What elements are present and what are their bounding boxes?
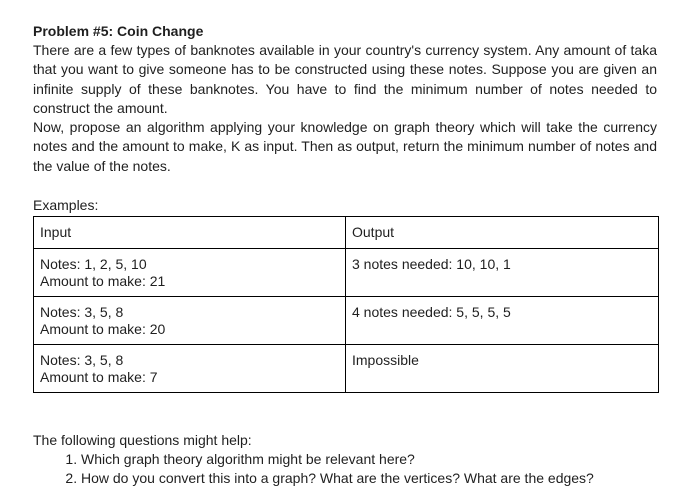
table-row xyxy=(34,297,659,345)
header-output: Output xyxy=(346,217,659,249)
list-item: 1. Which graph theory algorithm might be relevant here? xyxy=(81,450,657,469)
list-item: 2. How do you convert this into a graph? What are the vertices? What are the edges? xyxy=(81,469,657,488)
output-cell: 4 notes needed: 5, 5, 5, 5 xyxy=(346,297,659,345)
input-cell xyxy=(34,297,346,345)
table-header-row xyxy=(34,217,659,249)
output-cell: 3 notes needed: 10, 10, 1 xyxy=(346,249,659,297)
problem-paragraph-1: There are a few types of banknotes available in your country's currency system. Any amount of taka that you want to give someone has to be constructed using these notes. Suppose you are given an infinite supply of these banknotes. You have to find the minimum number of notes needed to construct the amount. xyxy=(33,42,657,116)
examples-table xyxy=(33,216,659,393)
problem-title: Problem #5: Coin Change xyxy=(33,23,204,39)
notes-text: Notes: 3, 5, 8 xyxy=(40,304,124,321)
problem-paragraph-2: Now, propose an algorithm applying your knowledge on graph theory which will take the currency notes and the amount to make, K as input. Then as output, return the minimum number of notes and the value of the notes. xyxy=(33,119,657,174)
table-row xyxy=(34,345,659,393)
input-cell xyxy=(34,249,346,297)
help-intro: The following questions might help: xyxy=(33,432,252,449)
amount-text: Amount to make: 21 xyxy=(40,273,166,290)
notes-text: Notes: 3, 5, 8 xyxy=(40,352,124,369)
amount-text: Amount to make: 20 xyxy=(40,321,166,338)
header-input: Input xyxy=(34,217,346,249)
examples-label: Examples: xyxy=(33,197,99,214)
amount-text: Amount to make: 7 xyxy=(40,369,158,386)
notes-text: Notes: 1, 2, 5, 10 xyxy=(40,256,147,273)
document-body xyxy=(33,22,657,488)
table-row xyxy=(34,249,659,297)
input-cell xyxy=(34,345,346,393)
output-cell: Impossible xyxy=(346,345,659,393)
help-questions-list xyxy=(33,450,657,488)
